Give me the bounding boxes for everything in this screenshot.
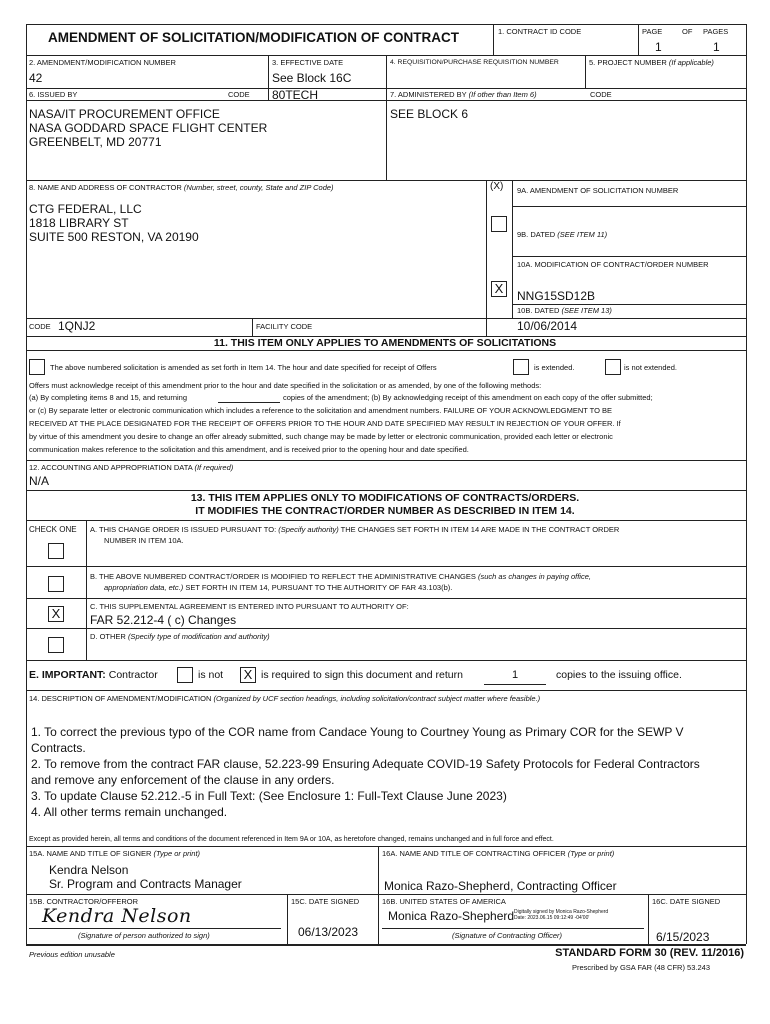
- issuer-line: NASA GODDARD SPACE FLIGHT CENTER: [29, 121, 268, 135]
- contractor-line: 1818 LIBRARY ST: [29, 216, 129, 230]
- project-number-label: 5. PROJECT NUMBER (If applicable): [589, 58, 714, 67]
- extended-label: is extended.: [534, 363, 575, 372]
- rule: [486, 180, 487, 336]
- item10b-value: 10/06/2014: [517, 319, 578, 333]
- administered-by: SEE BLOCK 6: [390, 107, 469, 121]
- rule: [26, 520, 746, 521]
- copies-value: 1: [511, 669, 519, 681]
- item9-checkbox[interactable]: [491, 216, 507, 232]
- item11-checkbox[interactable]: [29, 359, 45, 375]
- date-signed-label-16: 16C. DATE SIGNED: [652, 897, 721, 906]
- signer-label: 15A. NAME AND TITLE OF SIGNER (Type or print): [29, 849, 201, 858]
- item9a-label: 9A. AMENDMENT OF SOLICITATION NUMBER: [517, 186, 679, 195]
- item13-heading: IT MODIFIES THE CONTRACT/ORDER NUMBER AS DESCRIBED IN ITEM 14.: [195, 505, 575, 517]
- description-line: Contracts.: [31, 741, 86, 755]
- rule: [493, 24, 494, 56]
- rule: [26, 690, 746, 691]
- rule: [746, 24, 747, 944]
- requisition-label: 4. REQUISITION/PURCHASE REQUISITION NUMBER: [390, 59, 559, 66]
- rule: [26, 350, 746, 351]
- issued-code-label: CODE: [228, 90, 250, 99]
- item11-text: (a) By completing items 8 and 15, and returning: [29, 393, 188, 402]
- rule: [512, 304, 746, 305]
- is-not-label: is not: [198, 669, 224, 681]
- extended-checkbox[interactable]: [513, 359, 529, 375]
- signer-title: Sr. Program and Contracts Manager: [49, 877, 242, 891]
- rule: [378, 846, 379, 944]
- officer-name: Monica Razo-Shepherd, Contracting Officer: [384, 879, 617, 893]
- officer-label: 16A. NAME AND TITLE OF CONTRACTING OFFICER (Type or print): [382, 849, 615, 858]
- item11-heading: 11. THIS ITEM ONLY APPLIES TO AMENDMENTS OF SOLICITATIONS: [213, 337, 557, 349]
- rule: [648, 894, 649, 944]
- not-extended-label: is not extended.: [624, 363, 677, 372]
- check-one-label: CHECK ONE: [29, 525, 77, 534]
- rule: [585, 55, 586, 88]
- rule: [26, 846, 746, 847]
- contractor-line: CTG FEDERAL, LLC: [29, 202, 142, 216]
- item13d-checkbox[interactable]: [48, 637, 64, 653]
- is-required-text: is required to sign this document and return: [261, 669, 463, 681]
- signature-line: [382, 928, 644, 929]
- item13c-authority: FAR 52.212-4 ( c) Changes: [90, 613, 237, 627]
- important-line: E. IMPORTANT: Contractor: [29, 669, 158, 681]
- description-line: 1. To correct the previous typo of the COR name from Candace Young to Courtney Young as Primary COR for the SEWP V: [31, 725, 684, 739]
- rule: [512, 256, 746, 257]
- issuer-line: NASA/IT PROCUREMENT OFFICE: [29, 107, 220, 121]
- is-not-checkbox[interactable]: [177, 667, 193, 683]
- rule: [512, 206, 746, 207]
- item10-checkbox[interactable]: X: [491, 281, 507, 297]
- item13b-text: B. THE ABOVE NUMBERED CONTRACT/ORDER IS MODIFIED TO REFLECT THE ADMINISTRATIVE CHANGES (such as changes in paying office,: [90, 572, 591, 581]
- accounting-data: N/A: [29, 474, 50, 488]
- rule: [638, 24, 639, 56]
- description-line: 3. To update Clause 52.212.-5 in Full Text: (See Enclosure 1: Full-Text Clause June 2023): [31, 789, 507, 803]
- rule: [287, 894, 288, 944]
- rule: [26, 180, 746, 181]
- item13a-checkbox[interactable]: [48, 543, 64, 559]
- officer-signature-caption: (Signature of Contracting Officer): [452, 931, 563, 940]
- rule: [86, 520, 87, 660]
- description-line: and remove any enforcement of the clause in any orders.: [31, 773, 335, 787]
- item13c-checkbox[interactable]: X: [48, 606, 64, 622]
- effective-date-label: 3. EFFECTIVE DATE: [272, 58, 344, 67]
- rule: [268, 55, 269, 100]
- is-required-checkbox[interactable]: X: [240, 667, 256, 683]
- administered-by-label: 7. ADMINISTERED BY (If other than Item 6): [390, 90, 537, 99]
- item9b-label: 9B. DATED (SEE ITEM 11): [517, 230, 608, 239]
- rule: [252, 318, 253, 336]
- item11-text: communication makes reference to the solicitation and this amendment, and is received prior to the opening hour and date specified.: [29, 445, 469, 454]
- item12-label: 12. ACCOUNTING AND APPROPRIATION DATA (If required): [29, 463, 234, 472]
- administered-code-label: CODE: [590, 90, 612, 99]
- item14-label: 14. DESCRIPTION OF AMENDMENT/MODIFICATION (Organized by UCF section headings, including solicitation/contract subject matter where feasible.): [29, 694, 541, 703]
- page-number: 1: [655, 40, 662, 54]
- amendment-number: 42: [29, 71, 43, 85]
- item13d-text: D. OTHER (Specify type of modification and authority): [90, 632, 270, 641]
- rule: [386, 55, 387, 180]
- of-label: OF: [682, 27, 693, 36]
- copies-underline: [484, 684, 546, 685]
- contractor-label: 8. NAME AND ADDRESS OF CONTRACTOR (Number, street, county, State and ZIP Code): [29, 183, 334, 192]
- item13c-text: C. THIS SUPPLEMENTAL AGREEMENT IS ENTERED INTO PURSUANT TO AUTHORITY OF:: [90, 602, 409, 611]
- item13a-text: A. THIS CHANGE ORDER IS ISSUED PURSUANT TO: (Specify authority) THE CHANGES SET FORTH IN ITEM 14 ARE MADE IN THE CONTRACT ORDER: [90, 525, 620, 534]
- description-line: 4. All other terms remain unchanged.: [31, 805, 228, 819]
- item11-text: Offers must acknowledge receipt of this amendment prior to the hour and date specified in the solicitation or as amended, by one of the following methods:: [29, 381, 542, 390]
- effective-date: See Block 16C: [272, 71, 352, 85]
- contract-id-label: 1. CONTRACT ID CODE: [498, 27, 582, 36]
- contractor-code: 1QNJ2: [58, 319, 96, 333]
- page-label: PAGE: [642, 27, 663, 36]
- previous-edition-note: Previous edition unusable: [29, 950, 115, 959]
- item10b-label: 10B. DATED (SEE ITEM 13): [517, 306, 612, 315]
- prescribed-by: Prescribed by GSA FAR (48 CFR) 53.243: [572, 963, 710, 972]
- x-column-label: (X): [490, 181, 504, 192]
- except-text: Except as provided herein, all terms and conditions of the document referenced in Item 9A or 10A, as heretofore changed, remains unchanged and in full force and effect.: [29, 836, 554, 843]
- digital-signature-note: Digitally signed by Monica Razo-Shepherd Date: 2023.06.15 09:12:49 -04'00': [514, 909, 609, 921]
- date-signed-label-15: 15C. DATE SIGNED: [291, 897, 360, 906]
- rule: [26, 318, 746, 319]
- usa-label: 16B. UNITED STATES OF AMERICA: [382, 897, 506, 906]
- item13b-checkbox[interactable]: [48, 576, 64, 592]
- item13b-text: appropriation data, etc.) SET FORTH IN ITEM 14, PURSUANT TO THE AUTHORITY OF FAR 43.103(b).: [104, 583, 453, 592]
- contractor-signature: Kendra Nelson: [42, 905, 192, 927]
- officer-signature: Monica Razo-Shepherd: [388, 909, 515, 923]
- rule: [512, 180, 513, 318]
- date-signed-16: 6/15/2023: [656, 930, 710, 944]
- rule: [26, 944, 746, 946]
- rule: [26, 566, 746, 567]
- description-line: 2. To remove from the contract FAR clause, 52.223-99 Ensuring Adequate COVID-19 Safety Protocols for Federal Contractors: [31, 757, 700, 771]
- item13a-text: NUMBER IN ITEM 10A.: [104, 536, 184, 545]
- item10a-value: NNG15SD12B: [517, 289, 596, 303]
- signature-line: [29, 928, 281, 929]
- item11-text: by virtue of this amendment you desire to change an offer already submitted, such change may be made by letter or electronic communication, provided each letter or electronic: [29, 432, 613, 441]
- amendment-number-label: 2. AMENDMENT/MODIFICATION NUMBER: [29, 58, 176, 67]
- contractor-line: SUITE 500 RESTON, VA 20190: [29, 230, 199, 244]
- form-title: AMENDMENT OF SOLICITATION/MODIFICATION OF CONTRACT: [48, 30, 459, 45]
- issuer-line: GREENBELT, MD 20771: [29, 135, 162, 149]
- item11-text: or (c) By separate letter or electronic communication which includes a reference to the solicitation and amendment numbers. FAILURE OF YOUR ACKNOWLEDGMENT TO BE: [29, 406, 613, 415]
- rule: [26, 490, 746, 491]
- rule: [26, 894, 746, 895]
- contractor-code-label: CODE: [29, 322, 51, 331]
- date-signed-15: 06/13/2023: [298, 925, 359, 939]
- pages-label: PAGES: [703, 27, 729, 36]
- form-name: STANDARD FORM 30 (REV. 11/2016): [555, 947, 744, 959]
- rule: [26, 628, 746, 629]
- contractor-signature-label: 15B. CONTRACTOR/OFFEROR: [29, 897, 139, 906]
- copies-text: copies to the issuing office.: [556, 669, 682, 681]
- issued-code: 80TECH: [272, 88, 319, 102]
- pages-count: 1: [713, 40, 720, 54]
- item11-text: The above numbered solicitation is amended as set forth in Item 14. The hour and date specified for receipt of Offers: [50, 363, 437, 372]
- item13-heading: 13. THIS ITEM APPLIES ONLY TO MODIFICATIONS OF CONTRACTS/ORDERS.: [190, 492, 580, 504]
- rule: [26, 460, 746, 461]
- contractor-signature-caption: (Signature of person authorized to sign): [78, 931, 210, 940]
- facility-code-label: FACILITY CODE: [256, 322, 313, 331]
- item10a-label: 10A. MODIFICATION OF CONTRACT/ORDER NUMBER: [517, 260, 709, 269]
- rule: [26, 660, 746, 661]
- item11-text: copies of the amendment; (b) By acknowledging receipt of this amendment on each copy of the offer submitted;: [283, 393, 653, 402]
- rule: [26, 598, 746, 599]
- not-extended-checkbox[interactable]: [605, 359, 621, 375]
- signer-name: Kendra Nelson: [49, 863, 129, 877]
- issued-by-label: 6. ISSUED BY: [29, 90, 78, 99]
- item11-text: RECEIVED AT THE PLACE DESIGNATED FOR THE RECEIPT OF OFFERS PRIOR TO THE HOUR AND DATE SPECIFIED MAY RESULT IN REJECTION OF YOUR OFFER. If: [29, 419, 621, 428]
- rule: [26, 24, 27, 944]
- copies-blank: [218, 402, 280, 403]
